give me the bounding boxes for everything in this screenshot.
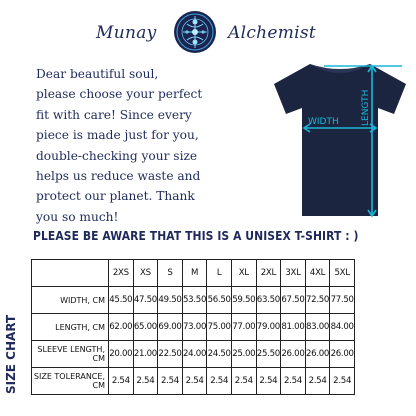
table-cell: 83.00 [305, 314, 330, 341]
table-cell: 79.00 [256, 314, 281, 341]
table-cell: 26.00 [281, 341, 306, 368]
table-cell: 69.00 [158, 314, 183, 341]
row-label: SLEEVE LENGTH, CM [32, 341, 109, 368]
size-header: 2XL [256, 260, 281, 287]
table-cell: 2.54 [109, 368, 134, 395]
table-row [32, 368, 355, 395]
brand-name-right: Alchemist [228, 23, 317, 43]
tshirt-shape [274, 64, 406, 216]
message-line: you so much! [36, 209, 119, 224]
table-cell: 47.50 [133, 287, 158, 314]
size-header: XS [133, 260, 158, 287]
brand-name-left: Munay [96, 23, 157, 43]
table-cell: 20.00 [109, 341, 134, 368]
message-line: protect our planet. Thank [36, 189, 195, 204]
table-cell: 2.54 [182, 368, 207, 395]
table-cell: 2.54 [207, 368, 232, 395]
table-cell: 2.54 [256, 368, 281, 395]
table-header-row [32, 260, 355, 287]
size-chart-table [31, 259, 355, 395]
size-header: 2XS [109, 260, 134, 287]
table-cell: 53.50 [182, 287, 207, 314]
row-label: LENGTH, CM [32, 314, 109, 341]
table-cell: 77.00 [231, 314, 256, 341]
row-label: SIZE TOLERANCE, CM [32, 368, 109, 395]
table-cell: 24.50 [207, 341, 232, 368]
tshirt-measurement-illustration [270, 56, 410, 221]
table-cell: 72.50 [305, 287, 330, 314]
table-cell: 59.50 [231, 287, 256, 314]
table-cell: 75.00 [207, 314, 232, 341]
unisex-notice: PLEASE BE AWARE THAT THIS IS A UNISEX T-SHIRT : ) [33, 228, 359, 243]
table-cell: 65.00 [133, 314, 158, 341]
table-cell: 84.00 [330, 314, 355, 341]
table-corner-cell [32, 260, 109, 287]
table-cell: 56.50 [207, 287, 232, 314]
message-line: helps us reduce waste and [36, 169, 201, 184]
table-cell: 2.54 [133, 368, 158, 395]
message-line: double-checking your size [36, 148, 198, 163]
message-line: Dear beautiful soul, [36, 67, 159, 81]
customer-message [36, 64, 281, 227]
table-cell: 67.50 [281, 287, 306, 314]
table-cell: 24.00 [182, 341, 207, 368]
table-cell: 2.54 [305, 368, 330, 395]
table-row [32, 314, 355, 341]
message-line: piece is made just for you, [36, 128, 199, 143]
width-label: WIDTH [308, 117, 339, 127]
table-cell: 63.50 [256, 287, 281, 314]
length-label: LENGTH [361, 89, 371, 126]
table-cell: 26.00 [305, 341, 330, 368]
table-cell: 2.54 [330, 368, 355, 395]
table-cell: 2.54 [231, 368, 256, 395]
table-cell: 45.50 [109, 287, 134, 314]
table-cell: 21.00 [133, 341, 158, 368]
table-cell: 62.00 [109, 314, 134, 341]
size-header: XL [231, 260, 256, 287]
table-cell: 25.50 [256, 341, 281, 368]
brand-logo-icon [173, 10, 217, 54]
size-header: 3XL [281, 260, 306, 287]
size-header: S [158, 260, 183, 287]
size-header: M [182, 260, 207, 287]
table-cell: 77.50 [330, 287, 355, 314]
table-cell: 26.00 [330, 341, 355, 368]
size-header: 5XL [330, 260, 355, 287]
table-cell: 73.00 [182, 314, 207, 341]
table-cell: 22.50 [158, 341, 183, 368]
size-chart-side-label: SIZE CHART [4, 314, 18, 394]
table-cell: 25.00 [231, 341, 256, 368]
row-label: WIDTH, CM [32, 287, 109, 314]
size-header: L [207, 260, 232, 287]
table-row [32, 287, 355, 314]
table-row [32, 341, 355, 368]
message-line: fit with care! Since every [36, 107, 192, 122]
table-cell: 2.54 [281, 368, 306, 395]
message-line: please choose your perfect [36, 87, 203, 102]
table-cell: 2.54 [158, 368, 183, 395]
table-cell: 81.00 [281, 314, 306, 341]
size-header: 4XL [305, 260, 330, 287]
table-cell: 49.50 [158, 287, 183, 314]
brand-header [0, 8, 416, 56]
